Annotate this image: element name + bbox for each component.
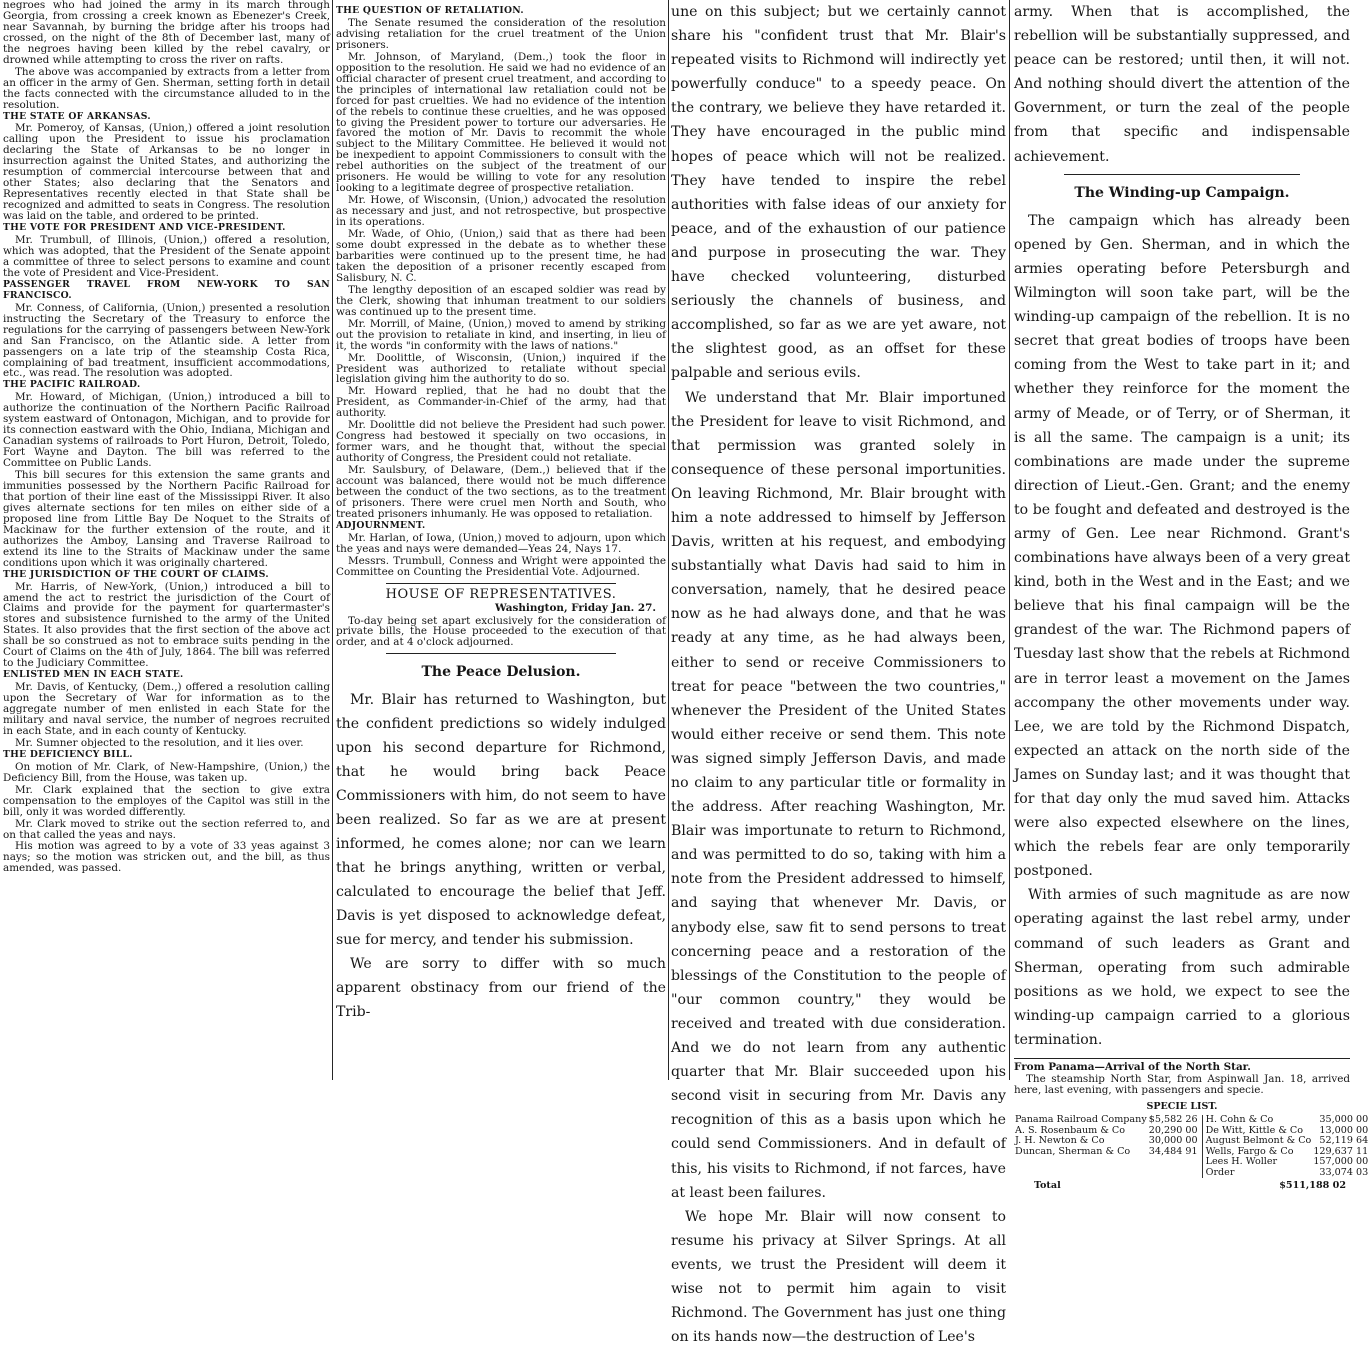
section-pacific-railroad <box>3 380 330 568</box>
column-editorial-continued <box>671 0 1006 1346</box>
amount: 35,000 00 <box>1319 1114 1369 1126</box>
consignee: Duncan, Sherman & Co <box>1015 1145 1131 1157</box>
column-rule-2 <box>668 0 669 1080</box>
section-paragraph: This bill secures for this extension the same grants and immunities possessed by the Northern Pacific Railroad for that portion of their line east of the Mississippi River. It also gives alternate sections for ten miles on either side of a proposed line from Little Bay De Noquet to the Straits of Mackinaw for the further extension of the route, and it authorizes the Amboy, Lansing and Traverse Railroad to extend its line to the Straits of Mackinaw under the same conditions upon which it was originally chartered. <box>3 469 330 569</box>
section-passenger-travel <box>3 280 330 380</box>
section-paragraph: Mr. Howe, of Wisconsin, (Union,) advocated the resolution as necessary and just, and not retrospective, but prospective in its operations. <box>336 194 666 229</box>
amount: 52,119 64 <box>1319 1135 1369 1147</box>
panama-arrival-notice <box>1014 1058 1369 1192</box>
section-paragraph: Mr. Harlan, of Iowa, (Union,) moved to adjourn, upon which the yeas and nays were demanded—Yeas 24, Nays 17. <box>336 531 666 555</box>
section-heading: PASSENGER TRAVEL FROM NEW-YORK TO SAN FRANCISCO. <box>3 278 330 301</box>
specie-table <box>1014 1115 1372 1178</box>
section-heading: ADJOURNMENT. <box>336 519 426 531</box>
amount: 13,000 00 <box>1319 1124 1369 1136</box>
table-row <box>1014 1136 1372 1147</box>
total-label: Total <box>1034 1180 1061 1192</box>
section-paragraph: Mr. Wade, of Ohio, (Union,) said that as there had been some doubt expressed in the debate as to whether these barbarities were continued up to the present time, he had taken the deposition of a prisoner recently escaped from Salisbury, N. C. <box>336 228 666 284</box>
section-heading: THE VOTE FOR PRESIDENT AND VICE-PRESIDENT. <box>3 222 286 234</box>
amount: 20,290 00 <box>1148 1124 1198 1136</box>
campaign-title: The Winding-up Campaign. <box>1074 184 1290 201</box>
divider <box>386 653 616 654</box>
consignee: J. H. Newton & Co <box>1015 1135 1105 1147</box>
section-paragraph: Mr. Harris, of New-York, (Union,) introduced a bill to amend the act to restrict the jurisdiction of the Court of Claims and provide for the payment for quartermaster's stores and subsistence furnished to the army of the United States. It also provides that the first section of the above act shall be so construed as not to embrace suits pending in the Court of Claims on the 4th of July, 1864. The bill was referred to the Judiciary Committee. <box>3 580 330 670</box>
amount <box>1148 1157 1202 1168</box>
section-heading: ENLISTED MEN IN EACH STATE. <box>3 669 184 681</box>
consignee: Order <box>1202 1168 1312 1179</box>
section-paragraph: Mr. Davis, of Kentucky, (Dem.,) offered a resolution calling upon the Secretary of War for information as to the aggregate number of men enlisted in each State for the military and naval service, the number of negroes recruited in each State, and in each county of Kentucky. <box>3 681 330 737</box>
section-paragraph: Mr. Howard replied, that he had no doubt that the President, as Commander-in-Chief of the army, had that authority. <box>336 385 666 420</box>
column-campaign-and-shipping <box>1014 0 1369 1192</box>
editorial-paragraph: army. When that is accomplished, the rebellion will be substantially suppressed, and peace can be restored; until then, it will not. And nothing should divert the attention of the Government, or turn the zeal of the people from that specific and indispensable achievement. <box>1014 4 1350 165</box>
section-court-of-claims <box>3 570 330 670</box>
amount: 34,484 91 <box>1148 1145 1198 1157</box>
consignee <box>1014 1157 1148 1168</box>
section-paragraph: Mr. Clark explained that the section to give extra compensation to the employes of the Capitol was still in the bill, only it was worded differently. <box>3 783 330 818</box>
section-retaliation <box>336 6 666 654</box>
editorial-paragraph: We understand that Mr. Blair importuned the President for leave to visit Richmond, and that permission was granted solely in consequence of these personal importunities. On leaving Richmond, Mr. Blair brought with him a note addressed to himself by Jefferson Davis, written at his request, and embodying substantially what Davis had said to him in conversation, namely, that he desired peace now as he had always done, and that he was ready at any time, as he had always been, either to send or receive Commissioners to treat for peace "between the two countries," whenever the President of the United States would either receive or send them. This note was signed simply Jefferson Davis, and made no claim to any particular title or formality in the address. After reaching Washington, Mr. Blair was importunate to return to Richmond, and was permitted to do so, taking with him a note from the President addressed to himself, and saying that whenever Mr. Davis, or anybody else, saw fit to send persons to treat concerning peace and a restoration of the blessings of the Constitution to the people of "our common country," they would be received and treated with due consideration. And we do not learn from any authentic quarter that Mr. Blair succeeded upon his second visit in securing from Mr. Davis any recognition of this as a basis upon which he could send Commissioners. And in default of this, his visits to Richmond, if not farces, have at least been failures. <box>671 389 1006 1201</box>
specie-total <box>1014 1180 1350 1192</box>
column-rule-3 <box>1009 0 1010 1080</box>
consignee: A. S. Rosenbaum & Co <box>1015 1124 1126 1136</box>
section-paragraph: Messrs. Trumbull, Conness and Wright were appointed the Committee on Counting the Presidential Vote. Adjourned. <box>336 554 666 578</box>
intro-paragraph: The above was accompanied by extracts from a letter from an officer in the army of Gen. Sherman, setting forth in detail the facts connected with the circumstance alluded to in the resolution. <box>3 65 330 111</box>
editorial-paragraph: une on this subject; but we certainly cannot share his "confident trust that Mr. Blair's repeated visits to Richmond will indirectly yet powerfully conduce" to a speedy peace. On the contrary, we believe they have retarded it. They have encouraged in the public mind hopes of peace which will not be realized. They have tended to inspire the rebel authorities with false ideas of our anxiety for peace, and of the exhaustion of our patience and purpose in prosecuting the war. They have checked volunteering, disturbed seriously the channels of business, and accomplished, so far as we are yet aware, not the slightest good, as an offset for these palpable and serious evils. <box>671 4 1006 382</box>
amount: 157,000 00 <box>1313 1156 1369 1168</box>
section-paragraph: Mr. Doolittle did not believe the President had such power. Congress had bestowed it specially on two occasions, in former wars, and he thought that, without the special authority of Congress, the President could not retaliate. <box>336 419 666 465</box>
section-paragraph: Mr. Pomeroy, of Kansas, (Union,) offered a joint resolution calling upon the President to issue his proclamation declaring the State of Arkansas to be no longer in insurrection against the United States, and authorizing the resumption of commercial intercourse between that and other States; also declaring that the Senators and Representatives recently elected in that State shall be recognized and admitted to seats in Congress. The resolution was laid on the table, and ordered to be printed. <box>3 122 330 223</box>
divider <box>1064 174 1300 175</box>
section-paragraph: Mr. Johnson, of Maryland, (Dem.,) took the floor in opposition to the resolution. He said we had no evidence of an official character of present cruel treatment, and according to the principles of international law retaliation could not be forced for past cruelties. We had no evidence of the intention of the rebels to continue these cruelties, and he was opposed to giving the President power to torture our adversaries. He favored the motion of Mr. Davis to recommit the whole subject to the Military Committee. He believed it would not be inexpedient to appoint Commissioners to consult with the rebel authorities on the subject of the treatment of our prisoners. He would be willing to vote for any resolution looking to a legitimate degree of prospective retaliation. <box>336 50 666 195</box>
consignee: August Belmont & Co <box>1202 1136 1312 1147</box>
section-heading: THE PACIFIC RAILROAD. <box>3 379 141 391</box>
amount: 129,637 11 <box>1313 1145 1369 1157</box>
intro-paragraph: negroes who had joined the army in its march through Georgia, from crossing a creek known as Ebenezer's Creek, near Savannah, by burning the bridge after his troops had crossed, on the night of the 8th of December last, many of the negroes having been killed by the rebel cavalry, or drowned while attempting to cross the river on rafts. <box>3 0 330 66</box>
section-paragraph: Mr. Morrill, of Maine, (Union,) moved to amend by striking out the provision to retaliate in kind, and inserting, in lieu of it, the words "in conformity with the laws of nations." <box>336 317 666 352</box>
column-retaliation-and-editorial <box>336 0 666 1080</box>
section-vote <box>3 223 330 279</box>
table-row <box>1014 1157 1372 1168</box>
editorial-paragraph: Mr. Blair has returned to Washington, but the confident predictions so widely indulged upon his second departure for Richmond, that he would bring back Peace Commissioners with him, do not seem to have been realized. So far as we are at present informed, he comes alone; nor can we learn that he brings anything, written or verbal, calculated to encourage the belief that Jeff. Davis is yet disposed to acknowledge defeat, sue for mercy, and tender his submission. <box>336 692 666 949</box>
consignee: H. Cohn & Co <box>1202 1115 1312 1126</box>
table-row <box>1014 1115 1372 1126</box>
panama-paragraph: The steamship North Star, from Aspinwall Jan. 18, arrived here, last evening, with passengers and specie. <box>1014 1072 1350 1097</box>
house-paragraph: To-day being set apart exclusively for the consideration of private bills, the House proceeded to the execution of that order, and at 4 o'clock adjourned. <box>336 614 666 649</box>
campaign-paragraph: The campaign which has already been opened by Gen. Sherman, and in which the armies operating before Petersburgh and Wilmington will soon take part, will be the winding-up campaign of the rebellion. It is no secret that great bodies of troops have been coming from the West to take part in it; and whether they reinforce for the moment the army of Meade, or of Terry, or of Sherman, it is all the same. The campaign is a unit; its combinations are made under the supreme direction of Lieut.-Gen. Grant; and the enemy to be fought and defeated and destroyed is the army of Gen. Lee near Richmond. Grant's combinations have always been of a very great kind, both in the West and in the East; and we believe that his final campaign will be the grandest of the war. The Richmond papers of Tuesday last show that the rebels at Richmond are in terror least a movement on the James accompany the other movements under way. Lee, we are told by the Richmond Dispatch, expected an attack on the north side of the James on Sunday last; and it was thought that for that day only the mud saved him. Attacks were also expected elsewhere on the lines, which the rebels fear are only temporarily postponed. <box>1014 212 1350 880</box>
amount: 30,000 00 <box>1148 1135 1198 1147</box>
editorial-conclusion <box>1014 0 1350 1052</box>
section-heading: THE JURISDICTION OF THE COURT OF CLAIMS. <box>3 568 269 580</box>
house-heading: HOUSE OF REPRESENTATIVES. <box>385 586 617 602</box>
consignee: Lees H. Woller <box>1202 1157 1312 1168</box>
section-paragraph: His motion was agreed to by a vote of 33 yeas against 3 nays; so the motion was stricken out, and the bill, as thus amended, was passed. <box>3 840 330 875</box>
section-heading: THE QUESTION OF RETALIATION. <box>336 5 524 16</box>
section-enlisted-men <box>3 670 330 749</box>
section-paragraph: The Senate resumed the consideration of the resolution advising retaliation for the cruel treatment of the Union prisoners. <box>336 16 666 51</box>
house-dateline: Washington, Friday Jan. 27. <box>495 601 656 614</box>
consignee: De Witt, Kittle & Co <box>1202 1126 1312 1137</box>
editorial-peace-delusion <box>336 660 666 1024</box>
total-value: $511,188 02 <box>1279 1180 1346 1192</box>
column-rule-1 <box>332 0 333 1080</box>
section-heading: THE DEFICIENCY BILL. <box>3 748 133 760</box>
section-heading: THE STATE OF ARKANSAS. <box>3 110 151 122</box>
divider <box>386 583 616 584</box>
amount: 33,074 03 <box>1319 1166 1369 1178</box>
amount: $5,582 26 <box>1148 1114 1198 1126</box>
consignee: Panama Railroad Company <box>1015 1114 1147 1126</box>
section-paragraph: The lengthy deposition of an escaped soldier was read by the Clerk, showing that inhuman treatment to our soldiers was continued up to the present time. <box>336 283 666 318</box>
section-paragraph: On motion of Mr. Clark, of New-Hampshire, (Union,) the Deficiency Bill, from the House, was taken up. <box>3 760 330 784</box>
panama-heading: From Panama—Arrival of the North Star. <box>1014 1061 1251 1074</box>
section-paragraph: Mr. Howard, of Michigan, (Union,) introduced a bill to authorize the continuation of the Northern Pacific Railroad system eastward of Ontonagon, Michigan, and to provide for its connection eastward with the Ohio, Indiana, Michigan and Canadian systems of railroads to Port Huron, Detroit, Toledo, Fort Wayne and Dayton. The bill was referred to the Committee on Public Lands. <box>3 391 330 470</box>
table-row <box>1014 1168 1372 1179</box>
editorial-paragraph: We are sorry to differ with so much apparent obstinacy from our friend of the Trib- <box>336 956 666 1021</box>
editorial-paragraph: We hope Mr. Blair will now consent to resume his privacy at Silver Springs. At all events, we trust the President will deem it wise not to permit him again to visit Richmond. The Government has just one thing on its hands now—the destruction of Lee's <box>671 1208 1006 1346</box>
section-deficiency-bill <box>3 750 330 874</box>
editorial-title: The Peace Delusion. <box>421 664 581 681</box>
section-arkansas <box>3 112 330 223</box>
section-paragraph: Mr. Conness, of California, (Union,) presented a resolution instructing the Secretary of the Treasury to enforce the regulations for the carrying of passengers between New-York and San Francisco, on the Atlantic side. A letter from passengers on a late trip of the steamship Costa Rica, complaining of bad treatment, insufficient accommodations, etc., was read. The resolution was adopted. <box>3 301 330 380</box>
consignee <box>1014 1168 1148 1179</box>
campaign-paragraph: With armies of such magnitude as are now operating against the last rebel army, under command of such leaders as Grant and Sherman, operating from such admirable positions as we hold, we expect to see the winding-up campaign carried to a glorious termination. <box>1014 887 1350 1048</box>
consignee: Wells, Fargo & Co <box>1202 1147 1312 1158</box>
section-paragraph: Mr. Clark moved to strike out the section referred to, and on that called the yeas and nays. <box>3 817 330 841</box>
section-paragraph: Mr. Saulsbury, of Delaware, (Dem.,) believed that if the account was balanced, there would not be much difference between the conduct of the two sections, as to the treatment of prisoners. There were cruel men North and South, who treated prisoners inhumanly. He was opposed to retaliation. <box>336 464 666 520</box>
specie-list-title: SPECIE LIST. <box>1146 1100 1218 1112</box>
amount <box>1148 1168 1202 1179</box>
section-paragraph: Mr. Sumner objected to the resolution, and it lies over. <box>15 736 304 749</box>
section-paragraph: Mr. Trumbull, of Illinois, (Union,) offered a resolution, which was adopted, that the President of the Senate appoint a committee of three to select persons to examine and count the vote of President and Vice-President. <box>3 234 330 279</box>
column-senate-proceedings <box>3 0 330 1080</box>
section-paragraph: Mr. Doolittle, of Wisconsin, (Union,) inquired if the President was authorized to retaliate without special legislation giving him the authority to do so. <box>336 351 666 386</box>
